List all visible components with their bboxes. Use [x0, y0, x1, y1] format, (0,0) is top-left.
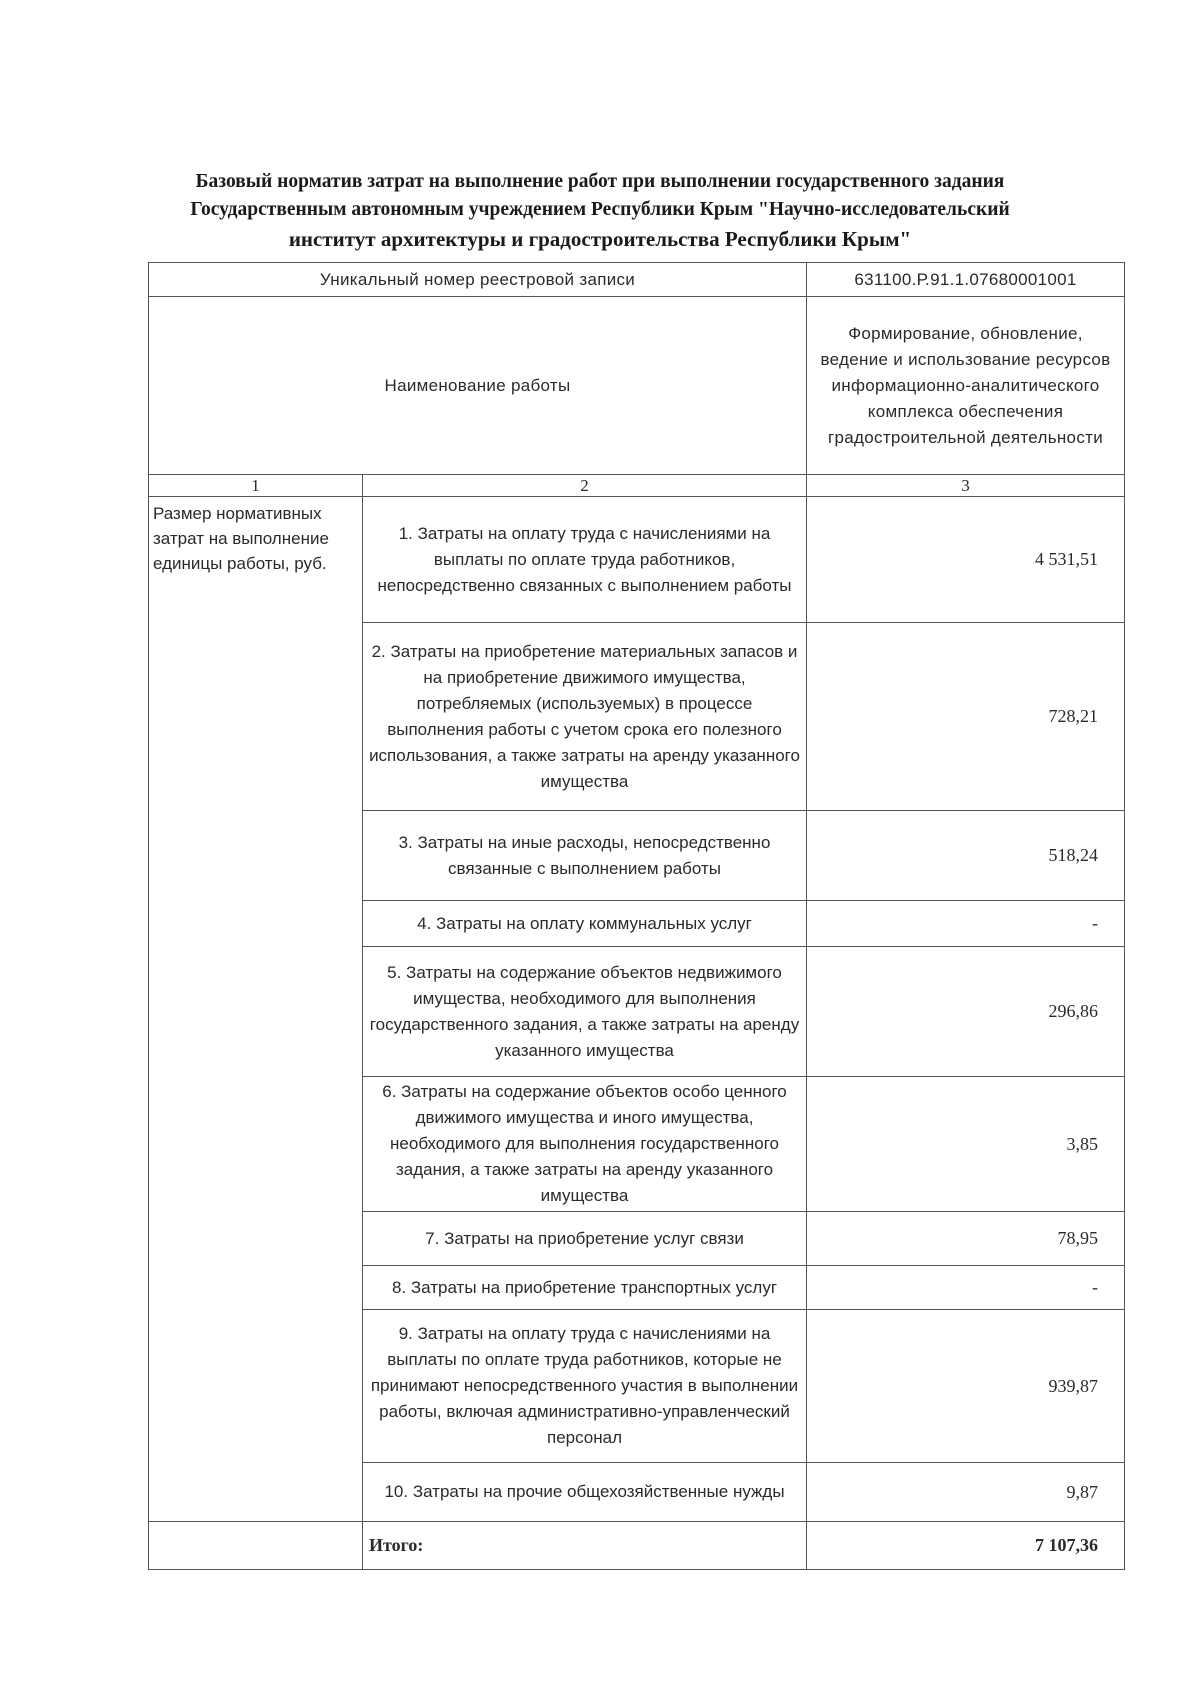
- cost-item-text: 8. Затраты на приобретение транспортных услуг: [363, 1266, 807, 1310]
- cost-item-value: 296,86: [807, 947, 1125, 1077]
- total-label: Итого:: [363, 1522, 807, 1570]
- cost-item-text: 1. Затраты на оплату труда с начислениями на выплаты по оплате труда работников, непосредственно связанных с выполнением работы: [363, 497, 807, 623]
- cost-item-value: 9,87: [807, 1463, 1125, 1522]
- cost-size-label: Размер нормативных затрат на выполнение единицы работы, руб.: [149, 497, 363, 1522]
- cost-item-text: 5. Затраты на содержание объектов недвижимого имущества, необходимого для выполнения государственного задания, а также затраты на аренду указанного имущества: [363, 947, 807, 1077]
- total-value: 7 107,36: [807, 1522, 1125, 1570]
- cost-item-row: [149, 497, 1125, 623]
- cost-item-value: 78,95: [807, 1212, 1125, 1266]
- cost-item-text: 10. Затраты на прочие общехозяйственные нужды: [363, 1463, 807, 1522]
- column-number-2: 2: [363, 475, 807, 497]
- document-title: [0, 168, 1200, 254]
- cost-item-text: 4. Затраты на оплату коммунальных услуг: [363, 901, 807, 947]
- cost-item-value: 939,87: [807, 1310, 1125, 1463]
- cost-norm-table: [148, 262, 1125, 1570]
- cost-item-value: -: [807, 901, 1125, 947]
- cost-item-value: 518,24: [807, 811, 1125, 901]
- cost-item-text: 9. Затраты на оплату труда с начислениями на выплаты по оплате труда работников, которые не принимают непосредственного участия в выполнении работы, включая административно-управленческий персонал: [363, 1310, 807, 1463]
- cost-item-value: 728,21: [807, 623, 1125, 811]
- column-number-1: 1: [149, 475, 363, 497]
- total-row: [149, 1522, 1125, 1570]
- cost-item-value: 3,85: [807, 1077, 1125, 1212]
- work-name-row: [149, 297, 1125, 475]
- title-line-3: институт архитектуры и градостроительства Республики Крым": [288, 227, 912, 251]
- column-number-row: [149, 475, 1125, 497]
- cost-item-text: 2. Затраты на приобретение материальных запасов и на приобретение движимого имущества, потребляемых (используемых) в процессе выполнения работы с учетом срока его полезного использования, а также затраты на аренду указанного имущества: [363, 623, 807, 811]
- column-number-3: 3: [807, 475, 1125, 497]
- cost-item-text: 7. Затраты на приобретение услуг связи: [363, 1212, 807, 1266]
- cost-item-value: 4 531,51: [807, 497, 1125, 623]
- cost-item-value: -: [807, 1266, 1125, 1310]
- work-name-label: Наименование работы: [149, 297, 807, 475]
- registry-value: 631100.Р.91.1.07680001001: [807, 263, 1125, 297]
- title-line-1: Базовый норматив затрат на выполнение работ при выполнении государственного задания: [195, 171, 1005, 192]
- registry-row: [149, 263, 1125, 297]
- title-line-2: Государственным автономным учреждением Республики Крым "Научно-исследовательский: [190, 199, 1010, 220]
- cost-item-text: 3. Затраты на иные расходы, непосредственно связанные с выполнением работы: [363, 811, 807, 901]
- registry-label: Уникальный номер реестровой записи: [149, 263, 807, 297]
- cost-item-text: 6. Затраты на содержание объектов особо ценного движимого имущества и иного имущества, необходимого для выполнения государственного задания, а также затраты на аренду указанного имущества: [363, 1077, 807, 1212]
- work-name-value: Формирование, обновление, ведение и использование ресурсов информационно-аналитического комплекса обеспечения градостроительной деятельности: [807, 297, 1125, 475]
- total-empty-cell: [149, 1522, 363, 1570]
